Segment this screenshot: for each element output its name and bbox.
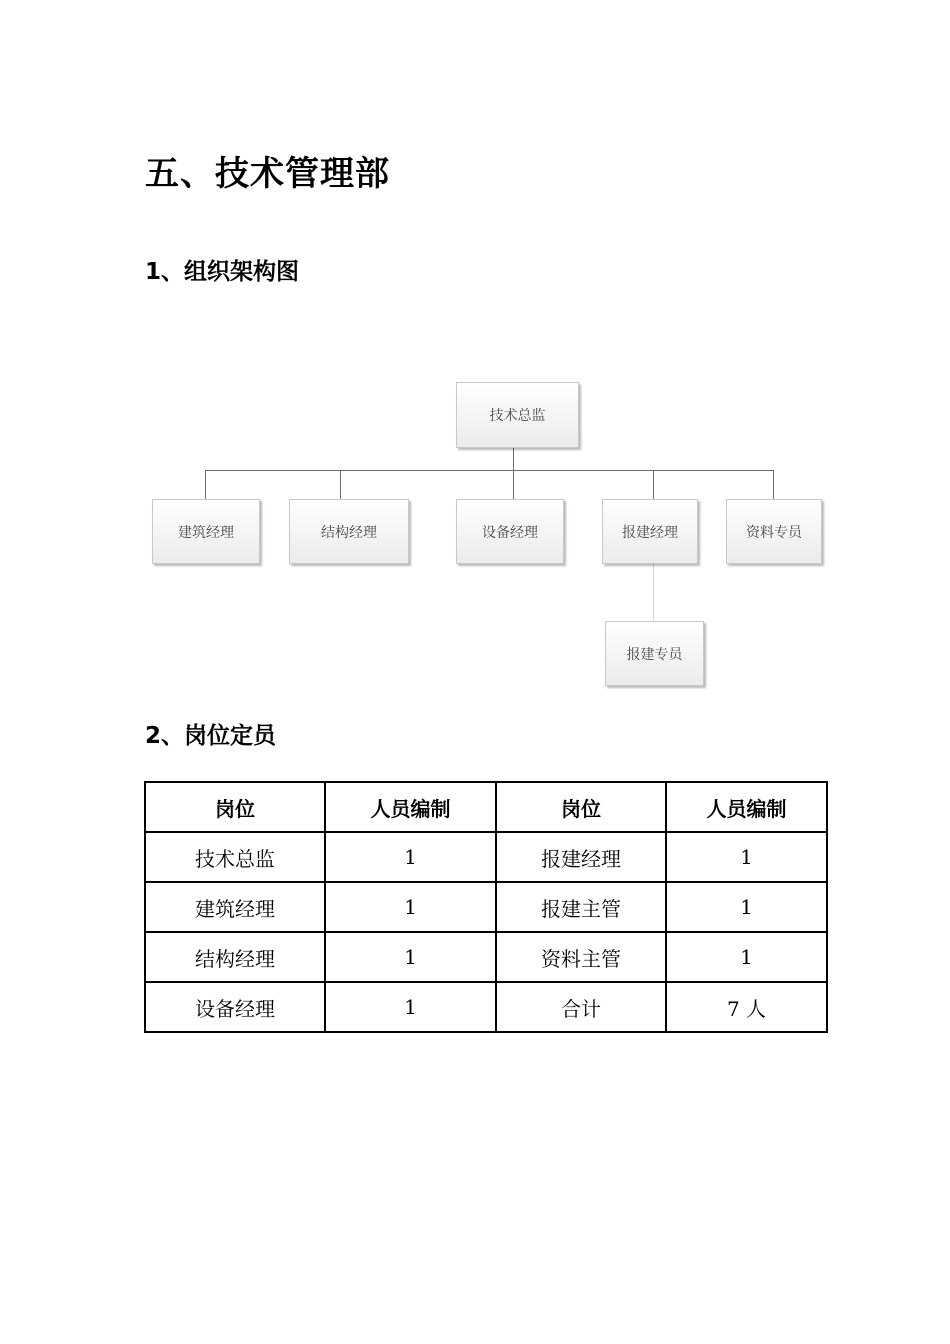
org-node-structure-manager: 结构经理 (289, 499, 409, 564)
org-node-records-specialist: 资料专员 (726, 499, 822, 564)
org-node-permit-specialist: 报建专员 (605, 621, 704, 686)
org-node-permit-manager: 报建经理 (602, 499, 698, 564)
headcount-cell: 1 (666, 882, 827, 932)
connector-drop-5 (773, 470, 774, 499)
position-cell: 技术总监 (145, 832, 325, 882)
column-header-headcount: 人员编制 (666, 782, 827, 832)
table-row (145, 882, 827, 932)
org-node-equipment-manager: 设备经理 (456, 499, 564, 564)
table-header-row (145, 782, 827, 832)
connector-horizontal (205, 470, 774, 471)
table-row (145, 982, 827, 1032)
org-node-root: 技术总监 (456, 382, 579, 448)
table-row (145, 832, 827, 882)
connector-drop-3 (513, 470, 514, 499)
table-row (145, 932, 827, 982)
position-cell: 报建经理 (496, 832, 666, 882)
total-label-cell: 合计 (496, 982, 666, 1032)
total-value-cell: 7 人 (666, 982, 827, 1032)
headcount-cell: 1 (325, 832, 496, 882)
position-cell: 报建主管 (496, 882, 666, 932)
position-cell: 设备经理 (145, 982, 325, 1032)
headcount-cell: 1 (666, 932, 827, 982)
connector-drop-1 (205, 470, 206, 499)
position-cell: 结构经理 (145, 932, 325, 982)
position-cell: 资料主管 (496, 932, 666, 982)
headcount-cell: 1 (325, 982, 496, 1032)
headcount-cell: 1 (325, 882, 496, 932)
connector-sub (653, 564, 654, 621)
staffing-table (144, 781, 828, 1033)
org-node-architecture-manager: 建筑经理 (152, 499, 260, 564)
connector-root-down (513, 448, 514, 471)
connector-drop-4 (653, 470, 654, 499)
headcount-cell: 1 (666, 832, 827, 882)
column-header-position: 岗位 (145, 782, 325, 832)
column-header-headcount: 人员编制 (325, 782, 496, 832)
staffing-heading: 2、岗位定员 (145, 723, 277, 749)
headcount-cell: 1 (325, 932, 496, 982)
position-cell: 建筑经理 (145, 882, 325, 932)
org-chart-heading: 1、组织架构图 (145, 259, 300, 285)
section-title: 五、技术管理部 (145, 154, 390, 194)
column-header-position: 岗位 (496, 782, 666, 832)
connector-drop-2 (340, 470, 341, 499)
